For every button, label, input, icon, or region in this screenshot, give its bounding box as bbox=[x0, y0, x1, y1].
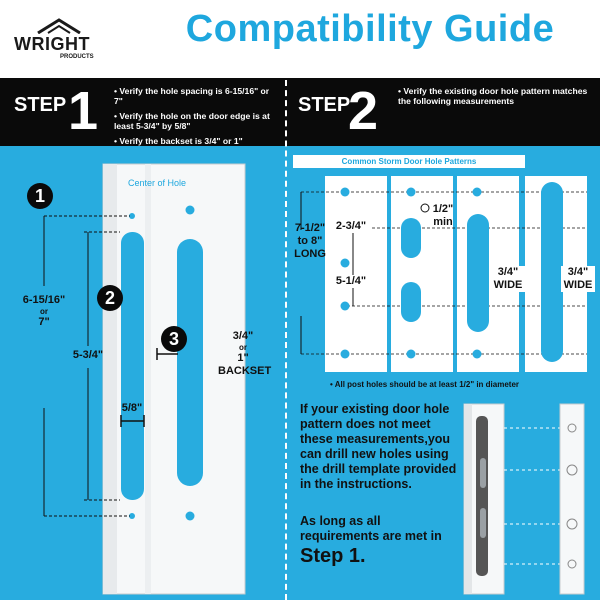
dim-2-3-4-label: 2-3/4" bbox=[331, 220, 371, 233]
backset-word: BACKSET bbox=[218, 365, 272, 377]
step1-number: 1 bbox=[68, 81, 99, 141]
overall-length-c: LONG bbox=[294, 248, 326, 260]
step2-list bbox=[398, 86, 588, 111]
center-of-hole-label: Center of Hole bbox=[128, 178, 187, 188]
backset-label bbox=[218, 330, 272, 378]
wide-value-1: 3/4" bbox=[497, 266, 519, 278]
wide-label-2 bbox=[561, 266, 595, 292]
dim-5-1-4-label: 5-1/4" bbox=[331, 275, 371, 288]
drill-template-paragraph: If your existing door hole pattern does not meet these measurements,you can drill new holes using the drill template provided in the instructions. bbox=[300, 402, 457, 491]
marker-1: 1 bbox=[27, 183, 53, 209]
overall-length-b: to 8" bbox=[297, 235, 323, 247]
step-reference: Step 1. bbox=[300, 545, 366, 567]
step1-item: • Verify the backset is 3/4" or 1" bbox=[114, 136, 280, 146]
hole-spacing-value-b: 7" bbox=[38, 316, 50, 328]
backset-or: or bbox=[239, 343, 247, 352]
brand-logo: WRIGHT bbox=[14, 34, 90, 54]
hole-patterns-diagram bbox=[287, 168, 600, 378]
header bbox=[0, 0, 600, 78]
step1-item: • Verify the hole on the door edge is at least 5-3/4" by 5/8" bbox=[114, 111, 280, 131]
backset-value-a: 3/4" bbox=[232, 330, 254, 342]
requirements-paragraph: As long as all requirements are met in bbox=[300, 514, 442, 543]
step-bar bbox=[0, 78, 600, 146]
install-illustration bbox=[462, 398, 592, 598]
min-hole-word: min bbox=[433, 216, 453, 228]
marker-3: 3 bbox=[161, 326, 187, 352]
roof-logo-icon bbox=[36, 18, 82, 34]
step1-list bbox=[114, 86, 280, 151]
wide-value-2: 3/4" bbox=[567, 266, 589, 278]
diameter-note: • All post holes should be at least 1/2" in diameter bbox=[330, 380, 520, 389]
step2-item: • Verify the existing door hole pattern matches the following measurements bbox=[398, 86, 588, 106]
overall-length-label bbox=[287, 222, 333, 261]
wide-word-1: WIDE bbox=[493, 279, 523, 291]
page-title: Compatibility Guide bbox=[185, 8, 555, 50]
backset-value-b: 1" bbox=[237, 352, 249, 364]
brand-sub: PRODUCTS bbox=[60, 54, 94, 60]
slot-height-label: 5-3/4" bbox=[72, 349, 104, 361]
wide-word-2: WIDE bbox=[563, 279, 593, 291]
hole-spacing-label bbox=[8, 294, 80, 329]
slot-width-label: 5/8" bbox=[121, 402, 143, 414]
step1-word: STEP bbox=[14, 94, 67, 116]
hole-spacing-or: or bbox=[40, 307, 48, 316]
marker-2: 2 bbox=[97, 285, 123, 311]
hole-spacing-value-a: 6-15/16" bbox=[22, 294, 66, 306]
overall-length-a: 7-1/2" bbox=[294, 222, 326, 234]
hole-patterns-title: Common Storm Door Hole Patterns bbox=[293, 155, 525, 168]
min-hole-value: 1/2" bbox=[432, 203, 454, 215]
step2-word: STEP bbox=[298, 94, 351, 116]
step1-item: • Verify the hole spacing is 6-15/16" or 7" bbox=[114, 86, 280, 106]
wide-label-1 bbox=[491, 266, 525, 292]
step2-number: 2 bbox=[348, 81, 379, 141]
min-hole-label bbox=[428, 203, 458, 229]
